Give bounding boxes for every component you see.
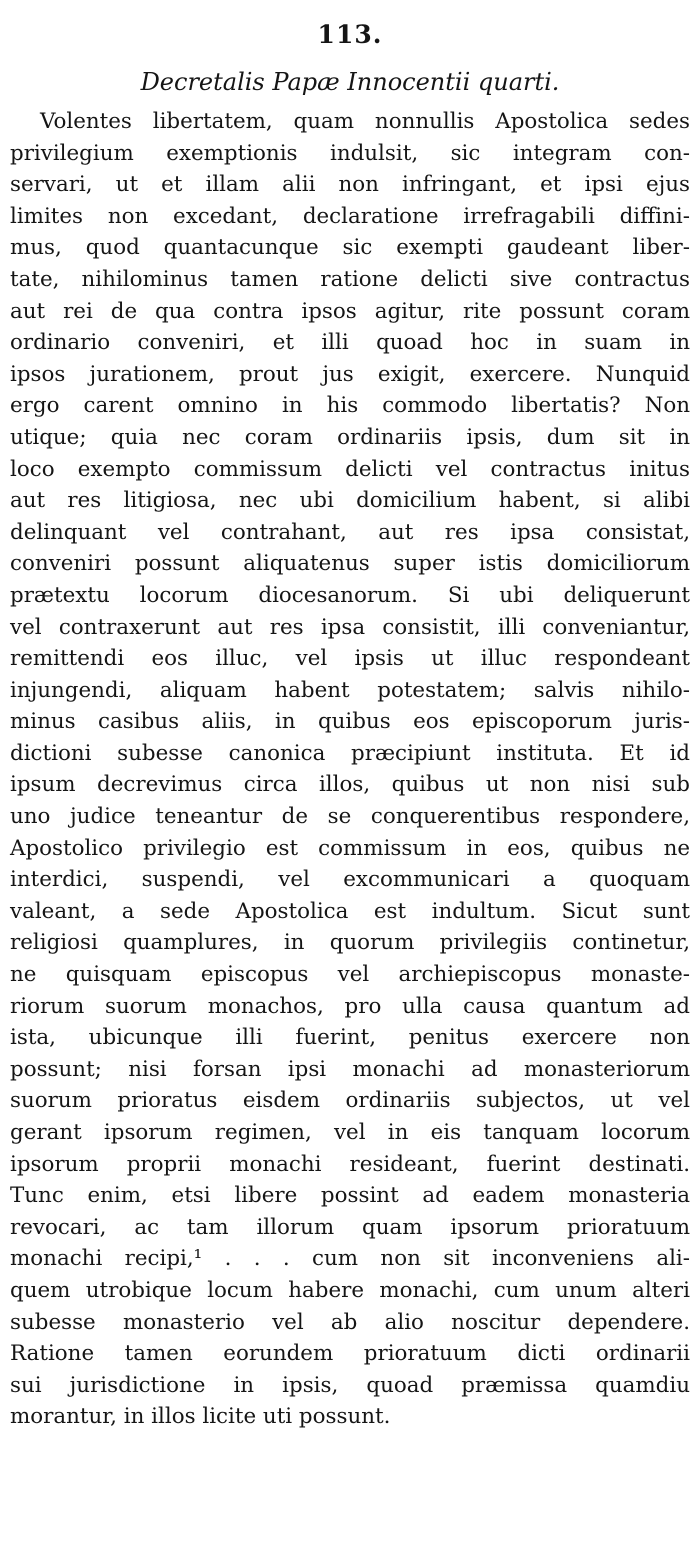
text-line: delinquant vel contrahant, aut res ipsa consistat, <box>10 519 690 545</box>
text-line: utique; quia nec coram ordinariis ipsis, dum sit in <box>10 424 690 450</box>
document-title: Decretalis Papæ Innocentii quarti. <box>140 68 560 96</box>
text-line: Tunc enim, etsi libere possint ad eadem monasteria <box>10 1183 690 1209</box>
text-line: religiosi quamplures, in quorum privilegiis continetur, <box>10 930 690 956</box>
text-line: ergo carent omnino in his commodo libertatis? Non <box>10 393 690 419</box>
text-line: limites non excedant, declaratione irrefragabili diffini- <box>10 203 690 229</box>
text-line: vel contraxerunt aut res ipsa consistit, illi conveniantur, <box>10 614 690 640</box>
text-line: remittendi eos illuc, vel ipsis ut illuc respondeant <box>10 646 690 672</box>
text-line: ne quisquam episcopus vel archiepiscopus monaste- <box>10 962 690 988</box>
text-line: monachi recipi,¹ . . . cum non sit inconveniens ali- <box>10 1246 690 1272</box>
text-line: servari, ut et illam alii non infringant, et ipsi ejus <box>10 172 690 198</box>
text-line: tate, nihilominus tamen ratione delicti sive contractus <box>10 266 690 292</box>
page-number: 113. <box>317 20 383 49</box>
text-line: privilegium exemptionis indulsit, sic integram con- <box>10 140 690 166</box>
body-text <box>10 106 690 1433</box>
text-line: interdici, suspendi, vel excommunicari a quoquam <box>10 867 690 893</box>
text-line: prætextu locorum diocesanorum. Si ubi deliquerunt <box>10 582 690 608</box>
text-line: suorum prioratus eisdem ordinariis subjectos, ut vel <box>10 1088 690 1114</box>
text-line: possunt; nisi forsan ipsi monachi ad monasteriorum <box>10 1056 690 1082</box>
text-line: aut rei de qua contra ipsos agitur, rite possunt coram <box>10 298 690 324</box>
text-line: ista, ubicunque illi fuerint, penitus exercere non <box>10 1025 690 1051</box>
text-line: minus casibus aliis, in quibus eos episcoporum juris- <box>10 709 690 735</box>
text-line: dictioni subesse canonica præcipiunt instituta. Et id <box>10 740 690 766</box>
text-line: gerant ipsorum regimen, vel in eis tanquam locorum <box>10 1120 690 1145</box>
text-line: injungendi, aliquam habent potestatem; salvis nihilo- <box>10 677 690 703</box>
text-line: sui jurisdictione in ipsis, quoad præmissa quamdiu <box>10 1372 690 1398</box>
text-line: revocari, ac tam illorum quam ipsorum prioratuum <box>10 1214 690 1240</box>
text-line: aut res litigiosa, nec ubi domicilium habent, si alibi <box>10 488 690 514</box>
text-line: Apostolico privilegio est commissum in eos, quibus ne <box>10 835 690 861</box>
text-line: uno judice teneantur de se conquerentibus respondere, <box>10 804 690 830</box>
text-line: riorum suorum monachos, pro ulla causa quantum ad <box>10 993 690 1019</box>
text-line: quem utrobique locum habere monachi, cum unum alteri <box>10 1277 690 1303</box>
text-line: ordinario conveniri, et illi quoad hoc in suam in <box>10 330 690 356</box>
text-line: loco exempto commissum delicti vel contractus initus <box>10 456 690 482</box>
text-line: Ratione tamen eorundem prioratuum dicti ordinarii <box>10 1341 690 1367</box>
text-line: mus, quod quantacunque sic exempti gaudeant liber- <box>10 235 690 261</box>
text-line: Volentes libertatem, quam nonnullis Apostolica sedes <box>40 109 690 134</box>
text-line: ipsum decrevimus circa illos, quibus ut non nisi sub <box>10 772 690 798</box>
text-line: morantur, in illos licite uti possunt. <box>10 1404 391 1430</box>
text-line: ipsos jurationem, prout jus exigit, exercere. Nunquid <box>10 361 690 387</box>
text-line: conveniri possunt aliquatenus super istis domiciliorum <box>10 551 690 577</box>
text-line: ipsorum proprii monachi resideant, fuerint destinati. <box>10 1151 690 1177</box>
text-line: valeant, a sede Apostolica est indultum. Sicut sunt <box>10 898 690 924</box>
text-line: subesse monasterio vel ab alio noscitur dependere. <box>10 1309 690 1335</box>
